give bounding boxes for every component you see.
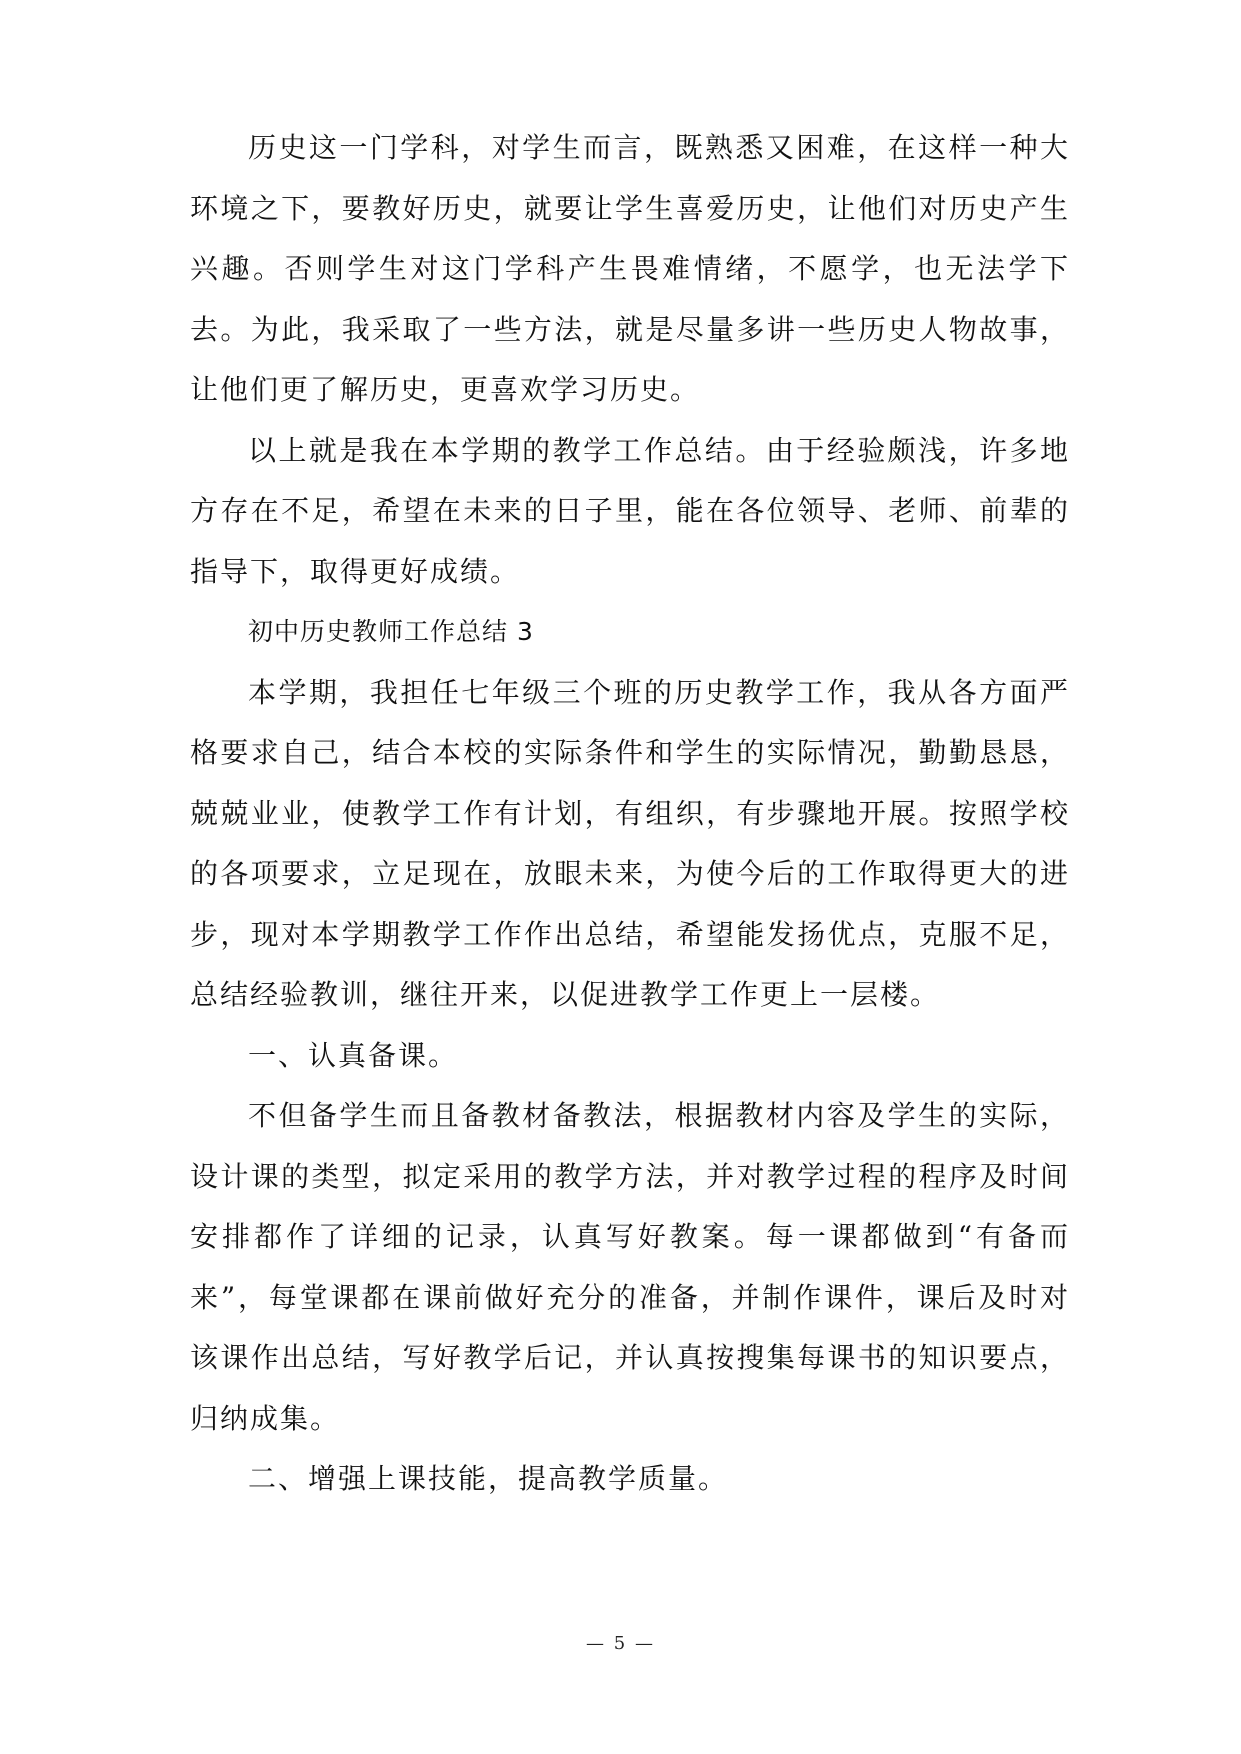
heading-prepare-lessons: 一、认真备课。	[248, 1038, 459, 1072]
paragraph-lesson-preparation: 不但备学生而且备教材备教法，根据教材内容及学生的实际，设计课的类型，拟定采用的教学方法，并对教学过程的程序及时间安排都作了详细的记录，认真写好教案。每一课都做到“有备而来”，每堂课都在课前做好充分的准备，并制作课件，课后及时对该课作出总结，写好教学后记，并认真按搜集每课书的知识要点，归纳成集。	[190, 1099, 1070, 1435]
heading-teaching-quality: 二、增强上课技能，提高教学质量。	[248, 1462, 729, 1495]
paragraph-history-interest: 历史这一门学科，对学生而言，既熟悉又困难，在这样一种大环境之下，要教好历史，就要让学生喜爱历史，让他们对历史产生兴趣。否则学生对这门学科产生畏难情绪，不愿学，也无法学下去。为此，我采取了一些方法，就是尽量多讲一些历史人物故事，让他们更了解历史，更喜欢学习历史。	[190, 131, 1070, 406]
section-title: 初中历史教师工作总结 3	[248, 617, 534, 646]
document-body	[190, 118, 1070, 1510]
paragraph-semester-intro: 本学期，我担任七年级三个班的历史教学工作，我从各方面严格要求自己，结合本校的实际条件和学生的实际情况，勤勤恳恳，兢兢业业，使教学工作有计划，有组织，有步骤地开展。按照学校的各项要求，立足现在，放眼未来，为使今后的工作取得更大的进步，现对本学期教学工作作出总结，希望能发扬优点，克服不足，总结经验教训，继往开来，以促进教学工作更上一层楼。	[190, 675, 1070, 1011]
paragraph-summary-conclusion: 以上就是我在本学期的教学工作总结。由于经验颇浅，许多地方存在不足，希望在未来的日子里，能在各位领导、老师、前辈的指导下，取得更好成绩。	[190, 433, 1070, 588]
page-number: — 5 —	[586, 1633, 655, 1654]
